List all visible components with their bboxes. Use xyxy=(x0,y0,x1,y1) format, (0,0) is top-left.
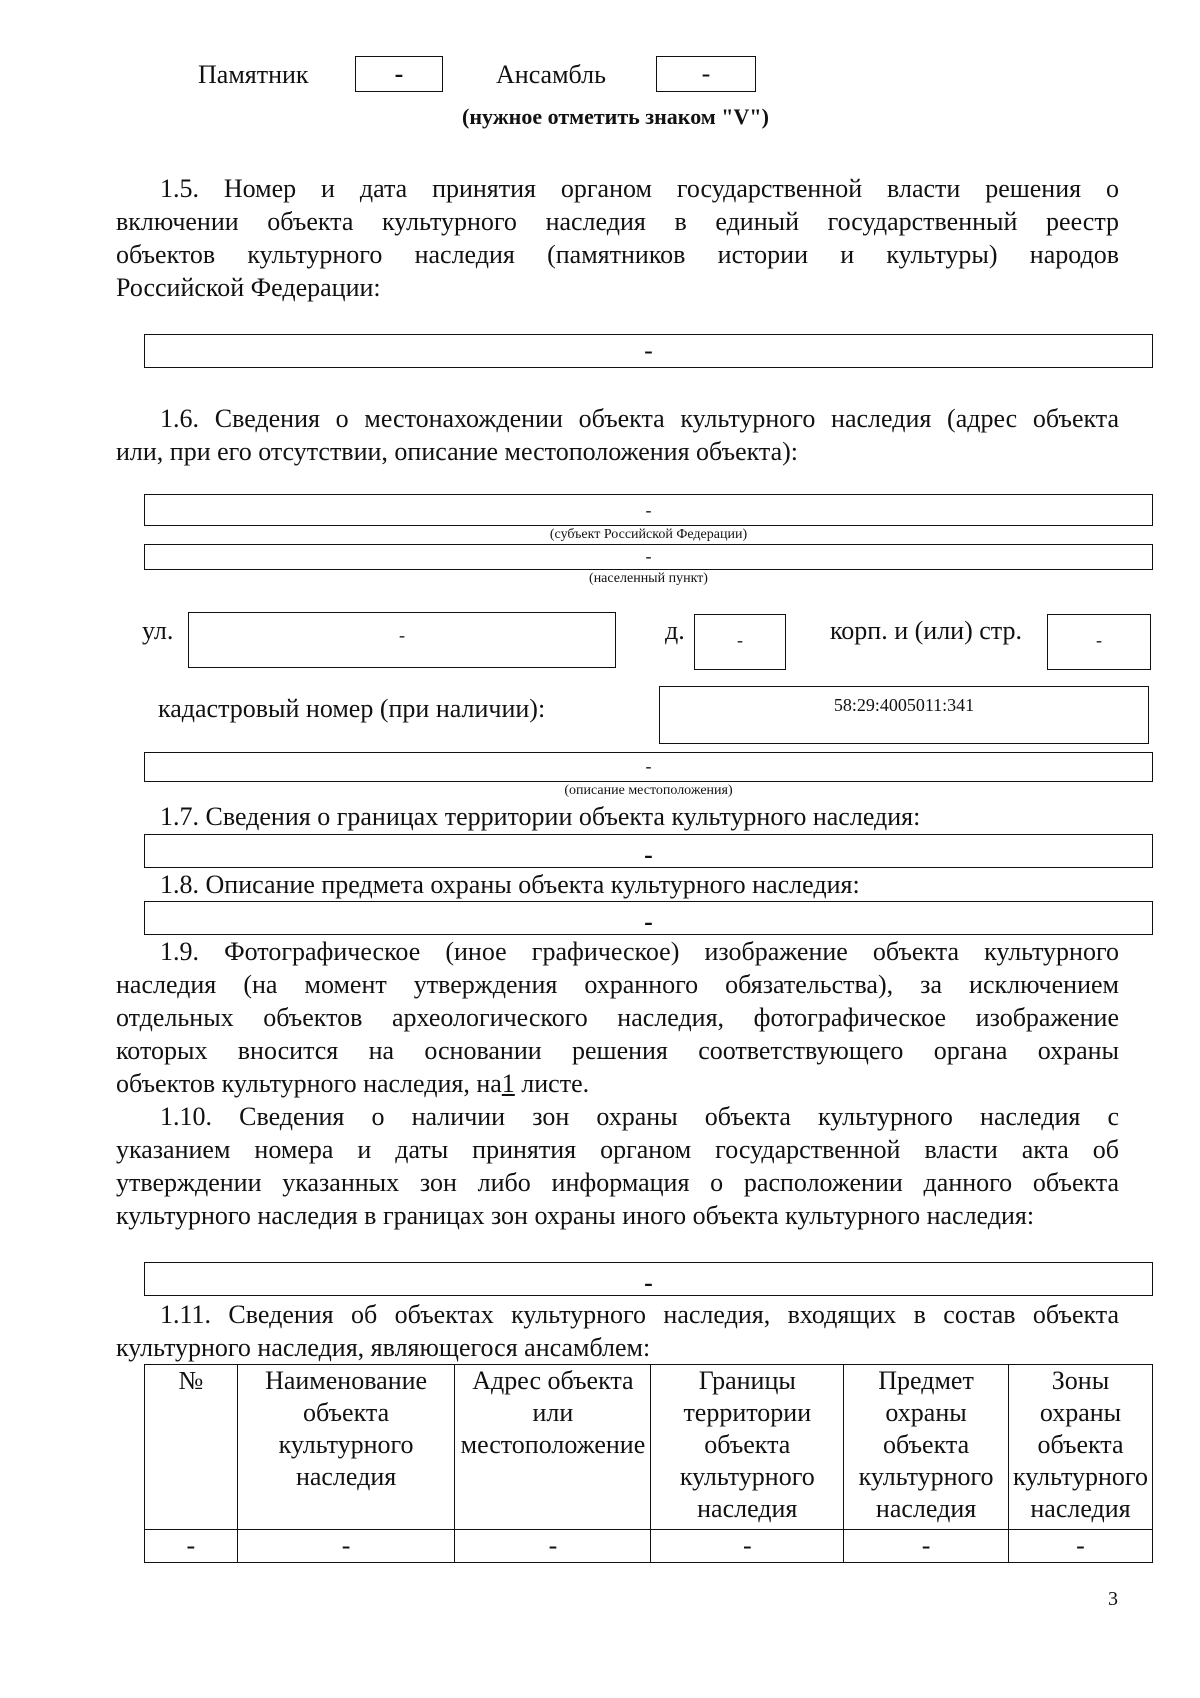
s110-line: утверждении указанных зон либо информация о расположении данного объекта xyxy=(116,1168,1119,1197)
s19-last-pre: объектов культурного наследия, на xyxy=(116,1069,502,1098)
cadastral-field[interactable]: 58:29:4005011:341 xyxy=(659,686,1149,744)
ensemble-checkbox[interactable]: - xyxy=(656,56,756,92)
s111-line: культурного наследия, являющегося ансамблем: xyxy=(116,1333,651,1362)
table-cell[interactable]: - xyxy=(844,1530,1009,1563)
section-1-11-text xyxy=(116,1298,1119,1364)
location-caption: (описание местоположения) xyxy=(564,783,733,798)
page-number: 3 xyxy=(1108,1588,1118,1610)
s19-last-post: листе. xyxy=(514,1069,590,1098)
locality-caption: (населенный пункт) xyxy=(589,571,708,586)
registry-decision-field[interactable]: - xyxy=(144,334,1153,368)
table-header-row xyxy=(145,1365,1153,1530)
subject-caption: (субъект Российской Федерации) xyxy=(549,527,748,542)
s16-line: или, при его отсутствии, описание местоположения объекта): xyxy=(116,437,799,466)
subject-field[interactable]: - xyxy=(144,494,1153,526)
table-cell[interactable]: - xyxy=(145,1530,238,1563)
s15-line: объектов культурного наследия (памятников истории и культуры) народов xyxy=(116,240,1119,269)
ensemble-objects-table xyxy=(144,1364,1153,1563)
col-number-header: № xyxy=(145,1365,238,1530)
col-name-header: Наименование объекта культурного наследия xyxy=(237,1365,455,1530)
s15-line: включении объекта культурного наследия в единый государственный реестр xyxy=(116,207,1119,236)
sheet-count: 1 xyxy=(501,1069,515,1098)
s15-line: Российской Федерации: xyxy=(116,273,381,302)
location-description-field[interactable]: - xyxy=(144,752,1153,782)
s19-line: которых вносится на основании решения соответствующего органа охраны xyxy=(116,1036,1119,1065)
table-cell[interactable]: - xyxy=(651,1530,844,1563)
building-label: корп. и (или) стр. xyxy=(830,616,1022,645)
section-1-5-text xyxy=(116,172,1119,304)
col-bounds-header: Границы территории объекта культурного наследия xyxy=(651,1365,844,1530)
ensemble-label: Ансамбль xyxy=(496,60,606,89)
building-field[interactable]: - xyxy=(1047,614,1151,670)
table-cell[interactable]: - xyxy=(1009,1530,1153,1563)
section-1-10-text xyxy=(116,1100,1119,1232)
section-1-7-title: 1.7. Сведения о границах территории объекта культурного наследия: xyxy=(160,802,921,831)
table-cell[interactable]: - xyxy=(455,1530,651,1563)
col-zones-header: Зоны охраны объекта культурного наследия xyxy=(1009,1365,1153,1530)
monument-checkbox[interactable]: - xyxy=(355,56,443,92)
territory-bounds-field[interactable]: - xyxy=(144,834,1153,868)
s15-line: 1.5. Номер и дата принятия органом государственной власти решения о xyxy=(160,174,1119,203)
s110-line: культурного наследия в границах зон охраны иного объекта культурного наследия: xyxy=(116,1201,1035,1230)
protection-zones-field[interactable]: - xyxy=(144,1262,1153,1296)
house-field[interactable]: - xyxy=(694,614,786,670)
house-label: д. xyxy=(665,616,685,645)
s16-line: 1.6. Сведения о местонахождении объекта культурного наследия (адрес объекта xyxy=(160,404,1119,433)
protection-subject-field[interactable]: - xyxy=(144,901,1153,935)
cadastral-label: кадастровый номер (при наличии): xyxy=(158,694,546,723)
street-label: ул. xyxy=(142,616,174,645)
col-subject-header: Предмет охраны объекта культурного наследия xyxy=(844,1365,1009,1530)
monument-label: Памятник xyxy=(198,60,309,89)
s111-line: 1.11. Сведения об объектах культурного наследия, входящих в состав объекта xyxy=(160,1300,1119,1329)
street-field[interactable]: - xyxy=(188,612,616,668)
section-1-6-text xyxy=(116,402,1119,468)
col-address-header: Адрес объекта или местоположение xyxy=(455,1365,651,1530)
s110-line: 1.10. Сведения о наличии зон охраны объекта культурного наследия с xyxy=(160,1102,1119,1131)
s19-line: наследия (на момент утверждения охранного обязательства), за исключением xyxy=(116,970,1119,999)
s19-last-line xyxy=(116,1067,1119,1100)
s110-line: указанием номера и даты принятия органом государственной власти акта об xyxy=(116,1135,1119,1164)
section-1-8-title: 1.8. Описание предмета охраны объекта культурного наследия: xyxy=(160,870,860,899)
s19-line: 1.9. Фотографическое (иное графическое) изображение объекта культурного xyxy=(160,937,1119,966)
table-cell[interactable]: - xyxy=(237,1530,455,1563)
s19-line: отдельных объектов археологического наследия, фотографическое изображение xyxy=(116,1003,1119,1032)
section-1-9-text xyxy=(116,935,1119,1100)
mark-note: (нужное отметить знаком "V") xyxy=(462,104,769,129)
table-row xyxy=(145,1530,1153,1563)
locality-field[interactable]: - xyxy=(144,544,1153,570)
